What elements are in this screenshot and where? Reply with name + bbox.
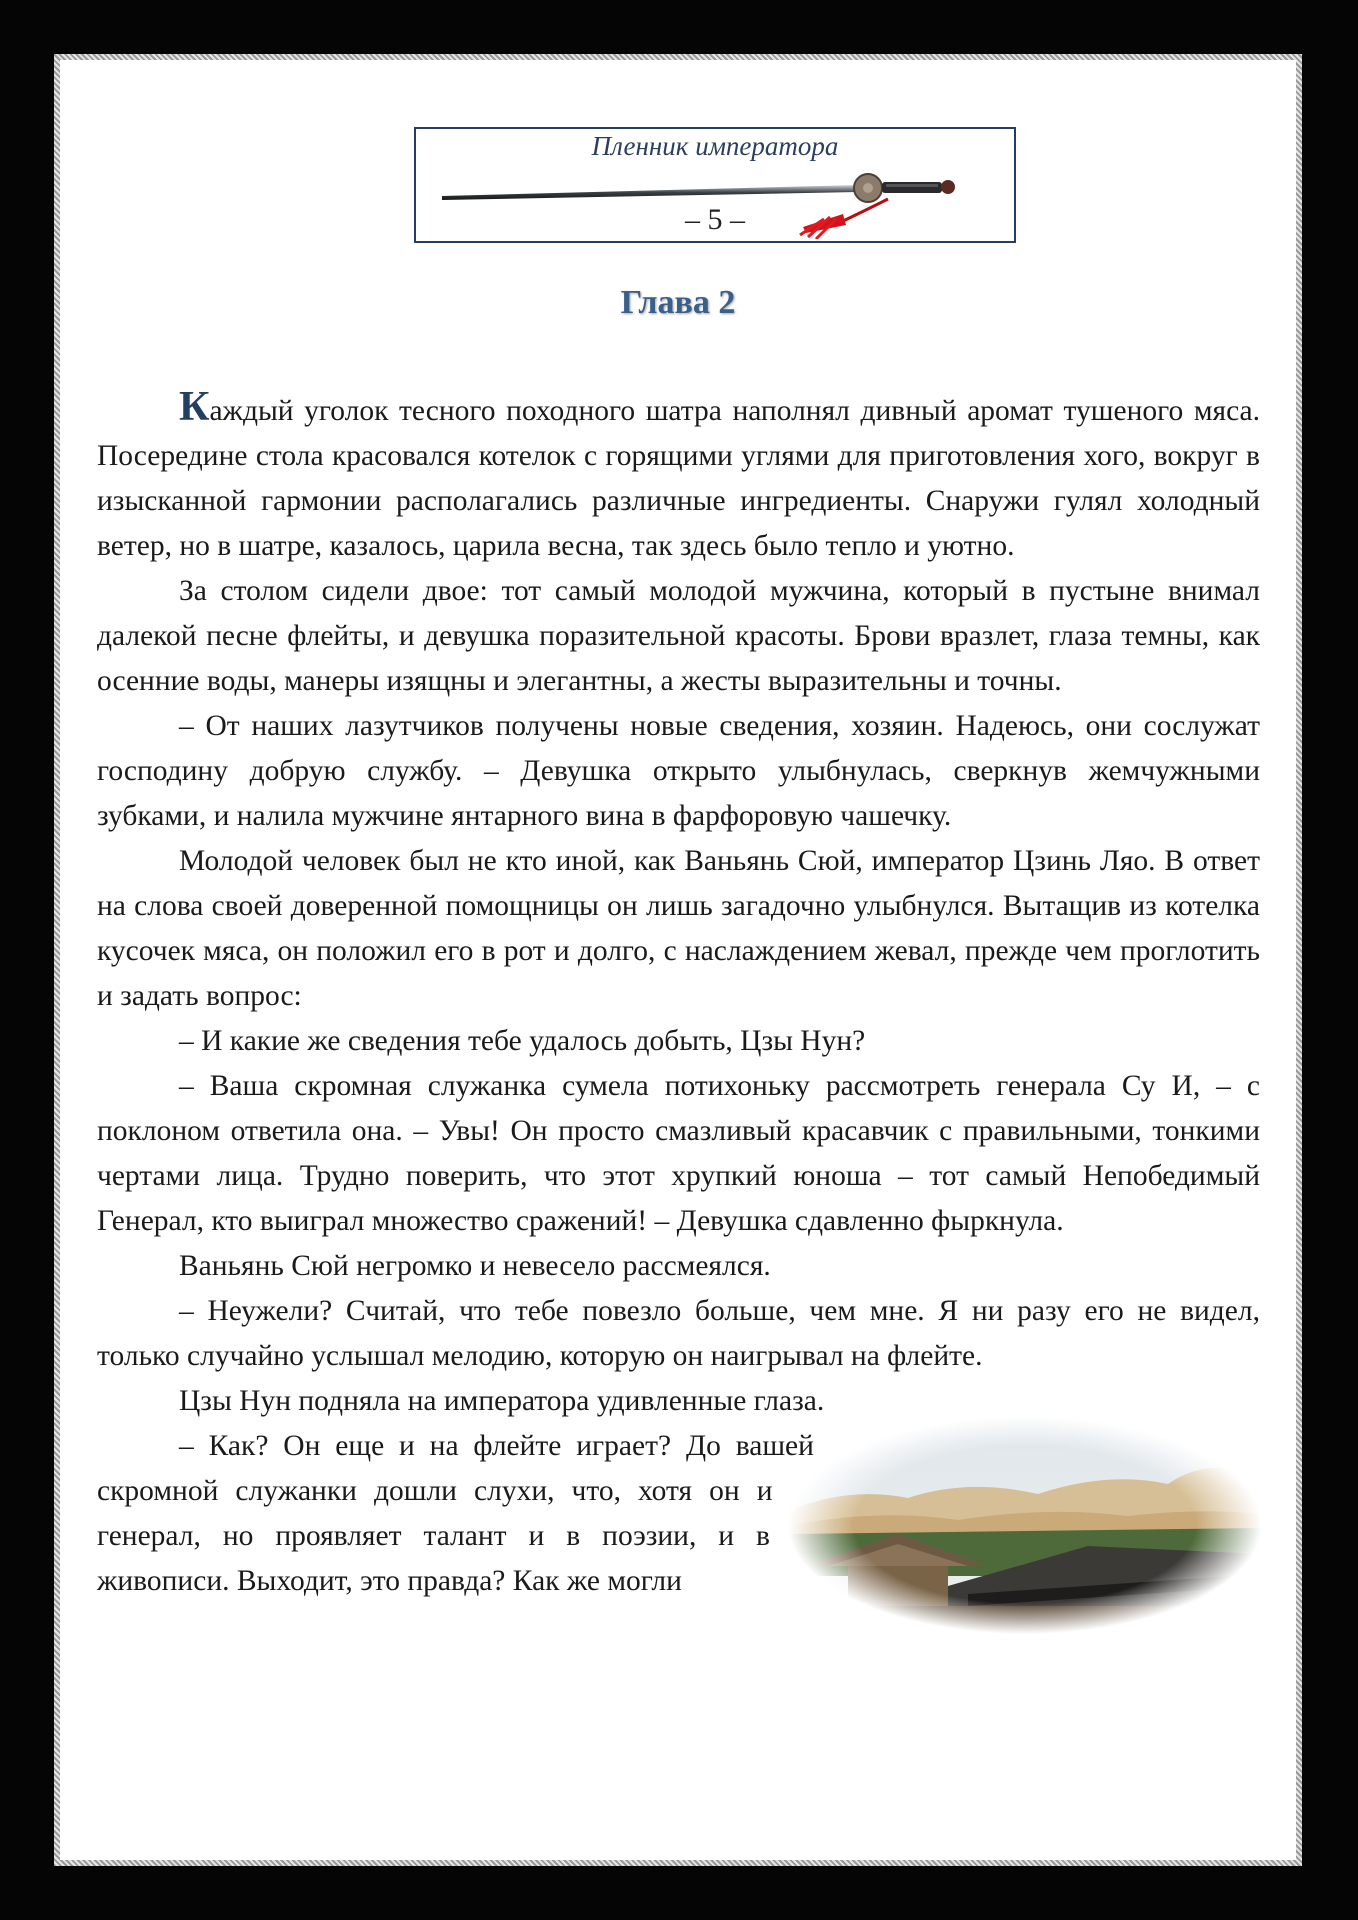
paragraph: – Неужели? Считай, что тебе повезло больше, чем мне. Я ни разу его не видел, только случайно услышал мелодию, которую он наигрывал на флейте. bbox=[97, 1295, 1260, 1372]
drop-initial: К bbox=[179, 384, 210, 430]
paragraph: – От наших лазутчиков получены новые сведения, хозяин. Надеюсь, они сослужат господину добрую службу. – Девушка открыто улыбнулась, сверкнув жемчужными зубками, и налила мужчине янтарного вина в фарфоровую чашечку. bbox=[97, 710, 1260, 832]
paragraph: – Как? Он еще и на флейте играет? До вашей скромной служанки дошли слухи, что, хотя он и генерал, но проявляет талант и в поэзии, и в живописи. Выходит, это правда? Как же могли bbox=[97, 1430, 814, 1597]
book-title: Пленник императора bbox=[591, 131, 839, 161]
paragraph-text: аждый уголок тесного походного шатра наполнял дивный аромат тушеного мяса. Посередине стола красовался котелок с горящими углями для приготовления хого, вокруг в изысканной гармонии располагались различные ингредиенты. Снаружи гулял холодный ветер, но в шатре, казалось, царила весна, так здесь было тепло и уютно. bbox=[97, 395, 1260, 562]
desert-pagoda-image bbox=[788, 1416, 1262, 1634]
paragraph: Ваньянь Сюй негромко и невесело рассмеялся. bbox=[179, 1250, 771, 1282]
paragraph: Цзы Нун подняла на императора удивленные глаза. bbox=[179, 1385, 825, 1417]
paragraph: – Ваша скромная служанка сумела потихоньку рассмотреть генерала Су И, – с поклоном ответила она. – Увы! Он просто смазливый красавчик с правильными, тонкими чертами лица. Трудно поверить, что этот хрупкий юноша – тот самый Непобедимый Генерал, кто выиграл множество сражений! – Девушка сдавленно фыркнула. bbox=[97, 1070, 1260, 1237]
chapter-title: Глава 2 bbox=[620, 284, 736, 321]
page-number: – 5 – bbox=[685, 203, 745, 236]
paragraph: За столом сидели двое: тот самый молодой мужчина, который в пустыне внимал далекой песне флейты, и девушка поразительной красоты. Брови вразлет, глаза темны, как осенние воды, манеры изящны и элегантны, а жесты выразительны и точны. bbox=[97, 575, 1260, 697]
chapter-body bbox=[97, 384, 1260, 1634]
running-header bbox=[414, 127, 1016, 243]
paragraph bbox=[97, 384, 1260, 569]
paragraph: – И какие же сведения тебе удалось добыть, Цзы Нун? bbox=[179, 1025, 866, 1057]
paragraph: Молодой человек был не кто иной, как Ваньянь Сюй, император Цзинь Ляо. В ответ на слова своей доверенной помощницы он лишь загадочно улыбнулся. Вытащив из котелка кусочек мяса, он положил его в рот и долго, с наслаждением жевал, прежде чем проглотить и задать вопрос: bbox=[97, 845, 1260, 1012]
